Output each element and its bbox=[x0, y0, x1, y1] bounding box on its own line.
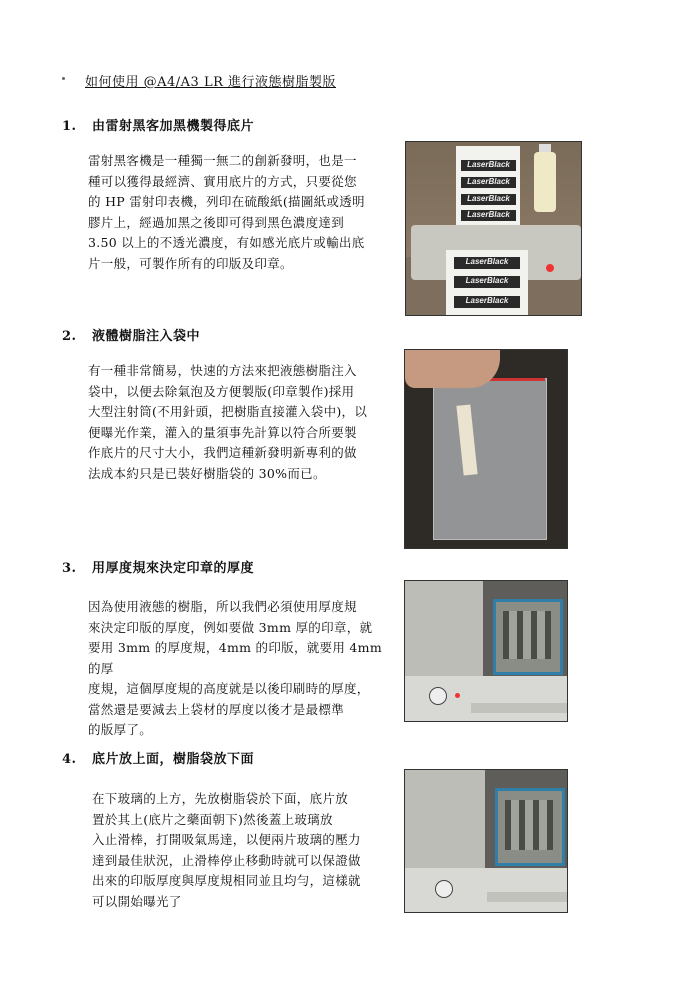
section-3-body: 因為使用液態的樹脂，所以我們必須使用厚度規 來決定印版的厚度，例如要做 3mm 厚的印章，就 要用 3mm 的厚度規，4mm 的印版，就要用 4mm 的厚 度規，這個厚度規的高度就是以後印刷時的厚度， 當然還是要減去上袋材的厚度以後才是最標準 的版厚了。 bbox=[88, 599, 382, 737]
section-number: 2. bbox=[62, 329, 77, 344]
section-3-heading bbox=[62, 557, 254, 576]
hand bbox=[405, 350, 500, 388]
unit-lid bbox=[405, 770, 485, 868]
section-title: 液體樹脂注入袋中 bbox=[92, 329, 201, 344]
section-1-body: 雷射黑客機是一種獨一無二的創新發明，也是一 種可以獲得最經濟、實用底片的方式，只要從您 的 HP 雷射印表機，列印在硫酸紙(描圖紙或透明 膠片上，經過加黑之後即可得到黑色濃度達到 3.50 以上的不透光濃度，有如感光底片或輸出底 片一般，可製作所有的印版及印章。 bbox=[88, 153, 365, 271]
indicator-light bbox=[455, 693, 460, 698]
exposure-unit-photo-2 bbox=[404, 769, 568, 913]
tray bbox=[471, 703, 567, 713]
film-label: LaserBlack bbox=[461, 210, 516, 221]
indicator-light bbox=[546, 264, 554, 272]
laserblack-machine-photo bbox=[405, 141, 582, 316]
section-title: 底片放上面，樹脂袋放下面 bbox=[92, 752, 255, 767]
pressure-gauge bbox=[435, 880, 453, 898]
section-number: 1. bbox=[62, 119, 77, 134]
film-label: LaserBlack bbox=[461, 177, 516, 188]
glass-plate bbox=[503, 611, 551, 659]
section-2-heading bbox=[62, 325, 200, 344]
section-1-heading bbox=[62, 115, 254, 134]
resin-bag-photo bbox=[404, 349, 568, 549]
unit-body bbox=[405, 868, 567, 912]
page-title: 如何使用 @A4/A3 LR 進行液態樹脂製版 bbox=[85, 75, 337, 90]
section-4-body: 在下玻璃的上方，先放樹脂袋於下面，底片放 置於其上(底片之藥面朝下)然後蓋上玻璃放 入止滑棒，打開吸氣馬達，以便兩片玻璃的壓力 達到最佳狀況，止滑棒停止移動時就可以保證做 出來的印版厚度與厚度規相同並且均勻，這樣就 可以開始曝光了 bbox=[92, 791, 361, 909]
section-title: 用厚度規來決定印章的厚度 bbox=[92, 561, 255, 576]
section-number: 4. bbox=[62, 752, 77, 767]
glass-plate bbox=[505, 800, 553, 850]
film-label: LaserBlack bbox=[454, 257, 520, 269]
film-label: LaserBlack bbox=[454, 276, 520, 288]
film-label: LaserBlack bbox=[461, 160, 516, 171]
section-number: 3. bbox=[62, 561, 77, 576]
film-label: LaserBlack bbox=[454, 296, 520, 308]
section-2-body: 有一種非常簡易，快速的方法來把液態樹脂注入 袋中，以便去除氣泡及方便製版(印章製作)採用 大型注射筒(不用針頭，把樹脂直接灌入袋中)，以 便曝光作業，灌入的量須事先計算以符合所要製 作底片的尺寸大小，我們這種新發明新專利的做 法成本約只是已裝好樹脂袋的 30%而已。 bbox=[88, 363, 368, 481]
pressure-gauge bbox=[429, 687, 447, 705]
section-4-heading bbox=[62, 748, 254, 767]
unit-lid bbox=[405, 581, 483, 676]
tray bbox=[487, 892, 567, 902]
bottle bbox=[534, 152, 556, 212]
film-label: LaserBlack bbox=[461, 194, 516, 205]
bullet-dot bbox=[62, 77, 65, 80]
plastic-bag bbox=[433, 378, 547, 540]
section-title: 由雷射黑客加黑機製得底片 bbox=[92, 119, 255, 134]
exposure-unit-photo bbox=[404, 580, 568, 722]
